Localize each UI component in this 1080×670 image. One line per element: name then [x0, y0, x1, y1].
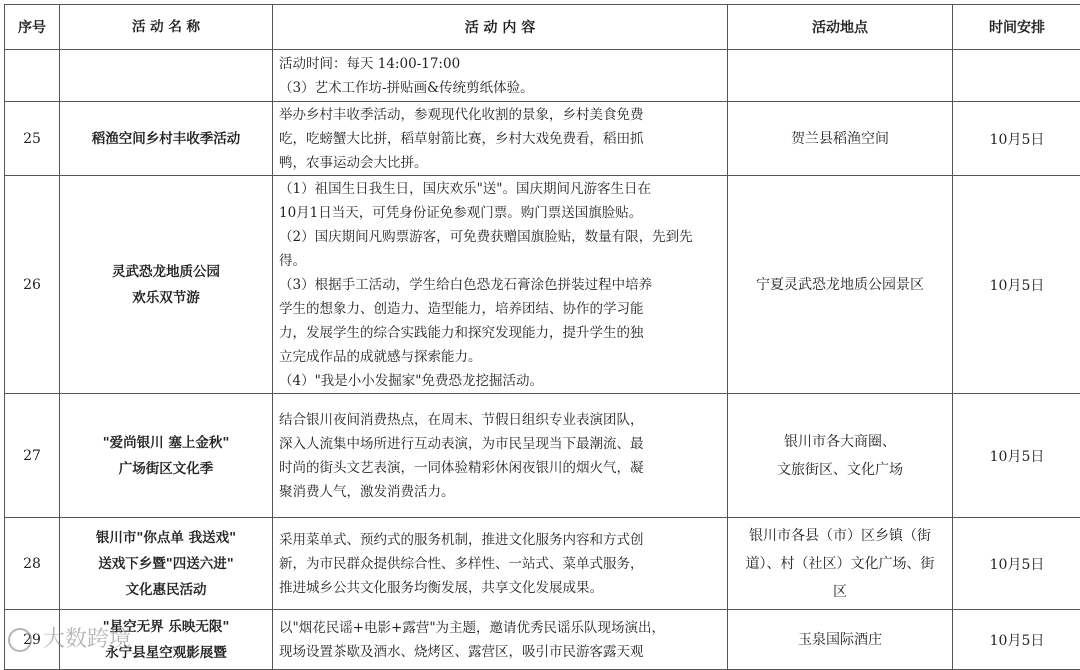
cell-location [728, 394, 953, 518]
activity-name-line: "星空无界 乐映无限" [60, 614, 272, 640]
activity-name-line: 永宁县星空观影展暨 [60, 640, 272, 666]
activity-content-line: 深入人流集中场所进行互动表演，为市民呈现当下最潮流、最 [279, 432, 721, 456]
table-row [5, 518, 1080, 610]
watermark-logo-icon [8, 628, 32, 652]
activity-content-line: 吃，吃螃蟹大比拼，稻草射箭比赛，乡村大戏免费看，稻田抓 [279, 127, 721, 151]
header-location: 活动地点 [728, 5, 953, 50]
cell-location [728, 176, 953, 394]
cell-no: 26 [5, 176, 60, 394]
table-row [5, 102, 1080, 176]
activity-content-line: 聚消费人气，激发消费活力。 [279, 480, 721, 504]
location-line: 区 [732, 578, 948, 606]
cell-activity-content [273, 518, 728, 610]
cell-time: 10月5日 [953, 102, 1080, 176]
activity-content-line: 以"烟花民谣+电影+露营"为主题，邀请优秀民谣乐队现场演出， [279, 616, 721, 640]
activity-name-line: 文化惠民活动 [60, 577, 272, 603]
table-header-row [5, 5, 1080, 50]
activity-content-line: 采用菜单式、预约式的服务机制，推进文化服务内容和方式创 [279, 528, 721, 552]
activity-content-line: 鸭，农事运动会大比拼。 [279, 151, 721, 175]
activity-content-line: 时尚的街头文艺表演，一同体验精彩休闲夜银川的烟火气，凝 [279, 456, 721, 480]
header-no: 序号 [5, 5, 60, 50]
cell-activity-name [60, 102, 273, 176]
cell-activity-name [60, 394, 273, 518]
cell-activity-content [273, 610, 728, 670]
activity-content-line: 新，为市民群众提供综合性、多样性、一站式、菜单式服务， [279, 552, 721, 576]
activity-content-line: （4）"我是小小发掘家"免费恐龙挖掘活动。 [279, 369, 721, 393]
header-content: 活 动 内 容 [273, 5, 728, 50]
location-line: 银川市各县（市）区乡镇（街 [732, 522, 948, 550]
cell-activity-content [273, 50, 728, 102]
activity-name-line: 稻渔空间乡村丰收季活动 [60, 126, 272, 152]
cell-location [728, 518, 953, 610]
location-line: 宁夏灵武恐龙地质公园景区 [732, 271, 948, 299]
cell-location [728, 102, 953, 176]
activity-content-line: 学生的想象力、创造力、造型能力，培养团结、协作的学习能 [279, 297, 721, 321]
activity-name-line: "爱尚银川 塞上金秋" [60, 430, 272, 456]
cell-no: 28 [5, 518, 60, 610]
table-row [5, 176, 1080, 394]
cell-activity-name [60, 50, 273, 102]
location-line: 贺兰县稻渔空间 [732, 125, 948, 153]
activity-name-line: 灵武恐龙地质公园 [60, 259, 272, 285]
location-line: 银川市各大商圈、 [732, 428, 948, 456]
watermark-text: 大数跨境 [43, 627, 131, 652]
location-line: 道）、村（社区）文化广场、街 [732, 550, 948, 578]
table-body [5, 50, 1080, 670]
location-line: 文旅街区、文化广场 [732, 456, 948, 484]
activity-name-line: 银川市"你点单 我送戏" [60, 525, 272, 551]
table-row [5, 610, 1080, 670]
activity-content-line: 举办乡村丰收季活动，参观现代化收割的景象，乡村美食免费 [279, 103, 721, 127]
cell-activity-content [273, 394, 728, 518]
cell-no: 27 [5, 394, 60, 518]
header-time: 时间安排 [953, 5, 1080, 50]
cell-activity-content [273, 176, 728, 394]
cell-time: 10月5日 [953, 394, 1080, 518]
table-row [5, 50, 1080, 102]
activity-content-line: 立完成作品的成就感与探索能力。 [279, 345, 721, 369]
activity-content-line: 现场设置茶歇及酒水、烧烤区、露营区，吸引市民游客露天观 [279, 640, 721, 664]
header-name: 活 动 名 称 [60, 5, 273, 50]
location-line: 玉泉国际酒庄 [732, 626, 948, 654]
activity-content-line: 活动时间：每天 14:00-17:00 [279, 52, 721, 76]
activity-content-line: （2）国庆期间凡购票游客，可免费获赠国旗脸贴，数量有限，先到先 [279, 225, 721, 249]
activity-content-line: 结合银川夜间消费热点，在周末、节假日组织专业表演团队， [279, 408, 721, 432]
cell-no [5, 50, 60, 102]
activity-content-line: 推进城乡公共文化服务均衡发展，共享文化发展成果。 [279, 576, 721, 600]
cell-activity-content [273, 102, 728, 176]
cell-time: 10月5日 [953, 176, 1080, 394]
activity-name-line: 送戏下乡暨"四送六进" [60, 551, 272, 577]
activity-content-line: 10月1日当天，可凭身份证免参观门票。购门票送国旗脸贴。 [279, 201, 721, 225]
activity-content-line: （3）艺术工作坊-拼贴画&传统剪纸体验。 [279, 76, 721, 100]
cell-location [728, 50, 953, 102]
cell-time: 10月5日 [953, 518, 1080, 610]
watermark [8, 622, 131, 653]
activity-content-line: （1）祖国生日我生日，国庆欢乐"送"。国庆期间凡游客生日在 [279, 177, 721, 201]
cell-no: 25 [5, 102, 60, 176]
cell-activity-name [60, 176, 273, 394]
cell-activity-name [60, 518, 273, 610]
table-row [5, 394, 1080, 518]
activity-content-line: 得。 [279, 249, 721, 273]
activity-content-line: 力，发展学生的综合实践能力和探究发现能力，提升学生的独 [279, 321, 721, 345]
activity-content-line: （3）根据手工活动，学生给白色恐龙石膏涂色拼装过程中培养 [279, 273, 721, 297]
cell-location [728, 610, 953, 670]
cell-no: 29 [5, 610, 60, 670]
cell-time [953, 50, 1080, 102]
activity-name-line: 广场街区文化季 [60, 456, 272, 482]
activity-table [4, 4, 1080, 670]
cell-time: 10月5日 [953, 610, 1080, 670]
activity-name-line: 欢乐双节游 [60, 285, 272, 311]
